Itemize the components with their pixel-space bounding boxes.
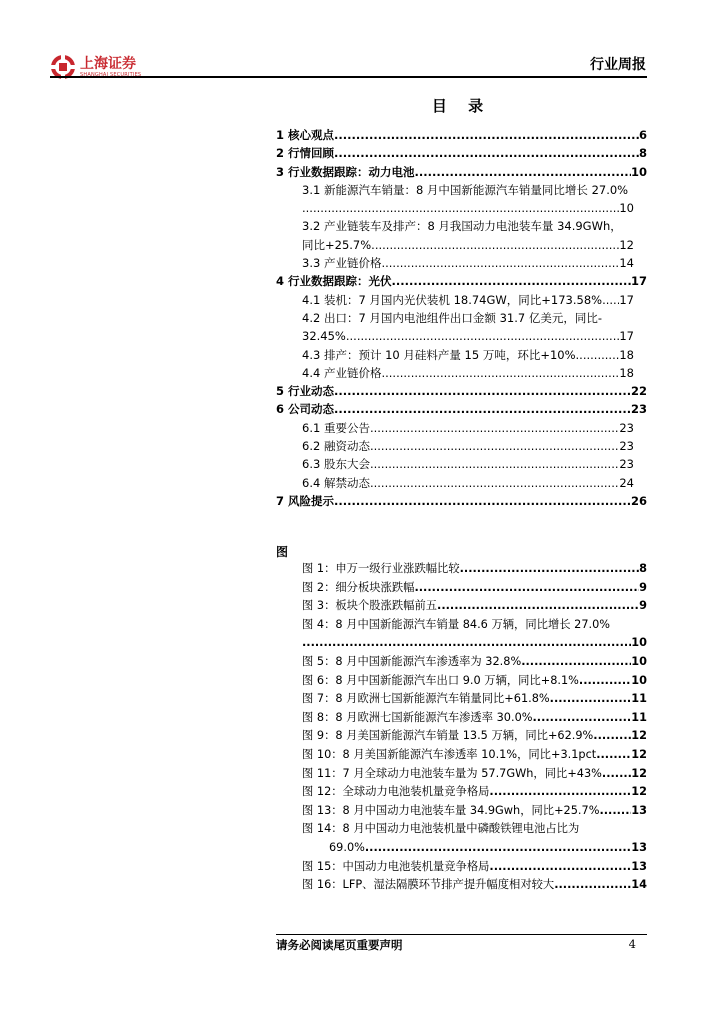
figure-list-item[interactable] [302, 690, 647, 709]
figure-list-item[interactable] [302, 876, 647, 895]
dot-leader [381, 254, 619, 272]
toc-entry-title: 6.1 重要公告 [302, 420, 370, 435]
figure-list-item[interactable] [302, 634, 647, 653]
toc-entry[interactable] [276, 327, 647, 345]
dot-leader [599, 802, 631, 821]
figure-title: 图 2：细分板块涨跌幅 [302, 580, 415, 594]
logo-name-cn: 上海证券 [80, 56, 136, 72]
toc-entry-title: 6 公司动态 [276, 402, 335, 417]
figure-title: 图 5：8 月中国新能源汽车渗透率为 32.8% [302, 654, 522, 668]
figure-title: 图 11：7 月全球动力电池装车量为 57.7GWh，同比+43% [302, 766, 602, 780]
figures-heading: 图 [276, 545, 289, 559]
dot-leader [489, 858, 631, 877]
dot-leader [554, 876, 631, 895]
figure-list-item[interactable] [302, 616, 647, 635]
list-of-figures [302, 560, 647, 895]
toc-entry-title: 3.3 产业链价格 [302, 256, 382, 271]
toc-entry[interactable] [276, 474, 647, 492]
dot-leader [334, 382, 631, 400]
toc-entry[interactable] [276, 272, 647, 290]
page-ref: 24 [619, 475, 634, 490]
figure-list-item[interactable] [302, 839, 647, 858]
page-ref: 9 [639, 580, 647, 594]
dot-leader [415, 163, 631, 181]
dot-leader [365, 839, 631, 858]
toc-entry[interactable] [276, 144, 647, 162]
page-ref: 13 [631, 803, 647, 817]
toc-entry-title: 4.1 装机：7 月国内光伏装机 18.74GW，同比+173.58% [302, 292, 603, 307]
page-ref: 17 [619, 329, 634, 344]
toc-entry[interactable] [276, 291, 647, 309]
dot-leader [302, 634, 631, 653]
toc-entry-title: 4 行业数据跟踪：光伏 [276, 274, 392, 289]
dot-leader [302, 199, 619, 217]
page-ref: 13 [631, 840, 647, 854]
figure-title: 图 16：LFP、湿法隔膜环节排产提升幅度相对较大 [302, 878, 555, 892]
toc-entry[interactable] [276, 346, 647, 364]
dot-leader [579, 672, 631, 691]
figure-title: 图 15：中国动力电池装机量竞争格局 [302, 859, 490, 873]
toc-entry-title: 同比+25.7% [302, 237, 372, 252]
figure-list-item[interactable] [302, 858, 647, 877]
header-divider [50, 76, 647, 78]
toc-title: 目 录 [431, 97, 492, 115]
dot-leader [334, 492, 631, 510]
toc-entry-title: 4.4 产业链价格 [302, 365, 382, 380]
figure-list-item[interactable] [302, 709, 647, 728]
figure-title: 图 13：8 月中国动力电池装车量 34.9Gwh，同比+25.7% [302, 803, 600, 817]
page-ref: 6 [638, 128, 647, 142]
dot-leader [381, 364, 619, 382]
page-ref: 9 [639, 599, 647, 613]
toc-entry-title: 2 行情回顾 [276, 146, 335, 161]
toc-entry[interactable] [276, 181, 647, 199]
dot-leader [414, 579, 639, 598]
page-ref: 18 [619, 365, 634, 380]
toc-entry[interactable] [276, 236, 647, 254]
figure-list-item[interactable] [302, 653, 647, 672]
dot-leader [370, 455, 619, 473]
dot-leader [334, 126, 639, 144]
figure-title: 图 10：8 月美国新能源汽车渗透率 10.1%，同比+3.1pct [302, 747, 597, 761]
dot-leader [593, 727, 631, 746]
figure-title: 图 1：申万一级行业涨跌幅比较 [302, 562, 460, 575]
page-ref: 18 [619, 347, 634, 362]
dot-leader [392, 272, 631, 290]
logo-name-en: SHANGHAI SECURITIES [80, 72, 142, 78]
table-of-contents [276, 126, 647, 510]
toc-entry[interactable] [276, 382, 647, 400]
report-type: 行业周报 [590, 57, 646, 73]
figure-title: 图 8：8 月欧洲七国新能源汽车渗透率 30.0% [302, 710, 533, 724]
toc-entry[interactable] [276, 455, 647, 473]
dot-leader [334, 400, 631, 418]
toc-entry-title: 6.3 股东大会 [302, 457, 370, 472]
page-ref: 17 [619, 292, 634, 307]
page-ref: 12 [631, 785, 647, 799]
dot-leader [460, 560, 639, 579]
dot-leader [370, 474, 619, 492]
toc-entry-title: 6.2 融资动态 [302, 439, 370, 454]
toc-entry[interactable] [276, 163, 647, 181]
figure-list-item[interactable] [302, 597, 647, 616]
toc-entry[interactable] [276, 254, 647, 272]
toc-entry-title: 4.3 排产：预计 10 月硅料产量 15 万吨，环比+10% [302, 347, 576, 362]
page-ref: 22 [630, 384, 647, 399]
page-ref: 13 [631, 859, 647, 873]
toc-entry-title: 5 行业动态 [276, 384, 335, 399]
dot-leader [489, 783, 631, 802]
page-ref: 11 [631, 692, 647, 706]
dot-leader [550, 690, 632, 709]
page-ref: 10 [631, 636, 647, 650]
toc-entry[interactable] [276, 419, 647, 437]
toc-entry[interactable] [276, 437, 647, 455]
toc-entry-title: 1 核心观点 [276, 128, 335, 142]
dot-leader [371, 236, 619, 254]
page-ref: 14 [619, 256, 634, 271]
page-ref: 10 [630, 164, 647, 179]
figure-list-item[interactable] [302, 802, 647, 821]
figure-list-item[interactable] [302, 579, 647, 598]
page-ref: 14 [631, 878, 647, 892]
figure-title: 图 4：8 月中国新能源汽车销量 84.6 万辆，同比增长 27.0% [302, 617, 611, 631]
dot-leader [576, 346, 620, 364]
toc-entry-title: 32.45% [302, 329, 346, 344]
figure-list-item[interactable] [302, 727, 647, 746]
toc-entry[interactable] [276, 217, 647, 235]
footer-divider [276, 934, 647, 935]
dot-leader [596, 746, 631, 765]
dot-leader [370, 437, 619, 455]
page-ref: 23 [630, 402, 647, 417]
page-ref: 12 [631, 729, 647, 743]
page-ref: 8 [639, 562, 647, 575]
page-ref: 10 [631, 654, 647, 668]
figure-title: 图 7：8 月欧洲七国新能源汽车销量同比+61.8% [302, 692, 550, 706]
toc-entry[interactable] [276, 309, 647, 327]
page-ref: 26 [630, 493, 647, 508]
page-ref: 23 [619, 457, 634, 472]
dot-leader [533, 709, 632, 728]
dot-leader [334, 144, 639, 162]
toc-entry-title: 4.2 出口：7 月国内电池组件出口金额 31.7 亿美元，同比- [302, 310, 602, 325]
figure-list-item[interactable] [302, 783, 647, 802]
toc-entry-title: 6.4 解禁动态 [302, 475, 370, 490]
page-number: 4 [628, 937, 636, 951]
figure-list-item[interactable] [302, 820, 647, 839]
figure-title: 图 3：板块个股涨跌幅前五 [302, 599, 438, 613]
toc-entry[interactable] [276, 126, 647, 144]
footer-disclaimer: 请务必阅读尾页重要声明 [276, 938, 403, 952]
toc-entry-title: 3.2 产业链装车及排产：8 月我国动力电池装车量 34.9GWh， [302, 219, 622, 234]
page-ref: 23 [619, 439, 634, 454]
toc-entry[interactable] [276, 492, 647, 510]
toc-entry-title: 7 风险提示 [276, 493, 335, 508]
dot-leader [602, 765, 631, 784]
page-ref: 8 [638, 146, 647, 161]
figure-title: 图 12：全球动力电池装机量竞争格局 [302, 785, 490, 799]
page-ref: 12 [631, 766, 647, 780]
page-ref: 12 [619, 237, 634, 252]
dot-leader [521, 653, 631, 672]
page-ref: 10 [619, 201, 634, 216]
figure-title: 69.0% [329, 840, 365, 854]
dot-leader [370, 419, 619, 437]
toc-entry-title: 3.1 新能源汽车销量：8 月中国新能源汽车销量同比增长 27.0% [302, 182, 629, 197]
toc-entry-title: 3 行业数据跟踪：动力电池 [276, 164, 415, 179]
page-ref: 10 [631, 673, 647, 687]
figure-list-item[interactable] [302, 560, 647, 579]
figure-title: 图 9：8 月美国新能源汽车销量 13.5 万辆，同比+62.9% [302, 729, 594, 743]
figure-list-item[interactable] [302, 672, 647, 691]
figure-title: 图 14：8 月中国动力电池装机量中磷酸铁锂电池占比为 [302, 822, 580, 836]
toc-entry[interactable] [276, 199, 647, 217]
page-ref: 11 [631, 710, 647, 724]
toc-entry[interactable] [276, 364, 647, 382]
dot-leader [346, 327, 620, 345]
toc-entry[interactable] [276, 400, 647, 418]
dot-leader [437, 597, 639, 616]
page-ref: 23 [619, 420, 634, 435]
page-ref: 12 [631, 747, 647, 761]
page-ref: 17 [630, 274, 647, 289]
figure-title: 图 6：8 月中国新能源汽车出口 9.0 万辆，同比+8.1% [302, 673, 579, 687]
figure-list-item[interactable] [302, 746, 647, 765]
dot-leader [602, 291, 619, 309]
figure-list-item[interactable] [302, 765, 647, 784]
